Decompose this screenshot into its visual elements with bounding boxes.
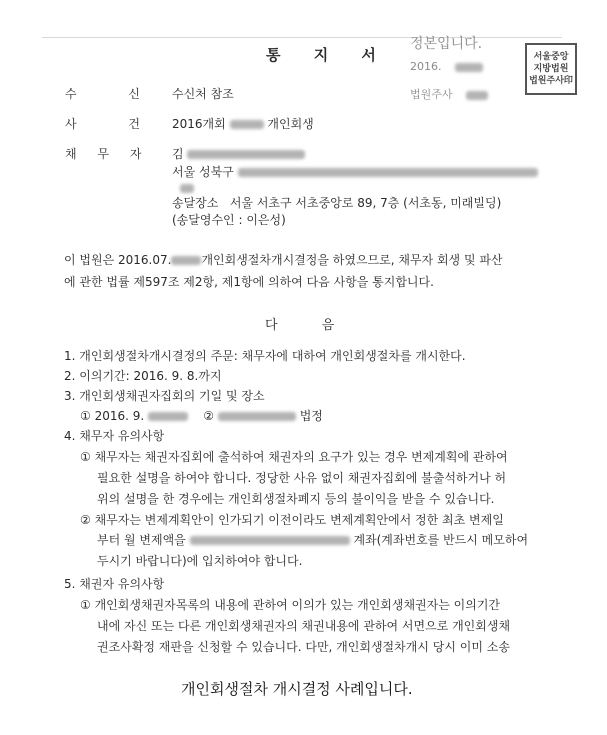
item-4-2-line-3: 두시기 바랍니다)에 입치하여야 합니다. — [97, 554, 303, 568]
section-title: 다 음 — [265, 318, 335, 333]
item-4-1-line-3: 위의 설명을 한 경우에는 개인회생절차폐지 등의 불이익을 받을 수 있습니다. — [97, 492, 495, 506]
redacted-text — [171, 256, 201, 265]
recipient-label: 수 신 — [65, 87, 140, 101]
item-3-sub: ① 2016. 9. ② 법정 — [80, 409, 323, 423]
case-value: 2016개회 개인회생 — [172, 117, 314, 131]
redacted-text — [218, 412, 296, 421]
image-caption: 개인회생절차 개시결정 사례입니다. — [181, 680, 413, 698]
debtor-name: 김 — [172, 145, 305, 162]
redacted-text — [238, 168, 538, 177]
redacted-text — [148, 412, 188, 421]
item-5-1-line-2: 내에 자신 또는 다른 개인회생채권자의 채권내용에 관하여 서면으로 개인회생채 — [97, 619, 511, 633]
intro-line-2: 에 관한 법률 제597조 제2항, 제1항에 의하여 다음 사항을 통지합니다. — [64, 275, 434, 289]
item-5: 5. 채권자 유의사항 — [64, 577, 165, 591]
redacted-text — [230, 120, 264, 129]
court-seal: 서울중앙 지방법원 법원주사印 — [525, 43, 577, 95]
item-1: 1. 개인회생절차개시결정의 주문: 채무자에 대하여 개인회생절차를 개시한다. — [64, 349, 466, 363]
redacted-text — [180, 184, 194, 193]
delivery-agent: (송달영수인 : 이은성) — [172, 213, 286, 227]
stamp-date: 2016. — [410, 60, 483, 73]
item-4-1-line-2: 필요한 설명을 하여야 합니다. 정당한 사유 없이 채권자집회에 불출석하거나 허 — [97, 471, 507, 485]
item-4-1-line-1: ① 채무자는 채권자집회에 출석하여 채권자의 요구가 있는 경우 변제계획에 관하여 — [80, 450, 508, 464]
item-2: 2. 이의기간: 2016. 9. 8.까지 — [64, 369, 222, 383]
item-4: 4. 채무자 유의사항 — [64, 429, 165, 443]
top-divider — [42, 37, 562, 38]
debtor-label: 채 무 자 — [65, 147, 142, 161]
item-4-2-line-2: 부터 월 변제액을 계좌(계좌번호를 반드시 메모하여 — [97, 533, 529, 547]
delivery-place: 송달장소 서울 서초구 서초중앙로 89, 7층 (서초동, 미래빌딩) — [172, 196, 502, 210]
stamp-clerk: 법원주사 — [410, 86, 488, 102]
document-title: 통 지 서 — [266, 46, 390, 64]
case-label: 사 건 — [65, 117, 140, 131]
redacted-text — [466, 91, 488, 100]
redacted-text — [455, 63, 483, 72]
intro-line-1: 이 법원은 2016.07. 개인회생절차개시결정을 하였으므로, 채무자 회생 및 파산 — [64, 253, 503, 267]
item-5-1-line-1: ① 개인회생채권자목록의 내용에 관하여 이의가 있는 개인회생채권자는 이의기간 — [80, 598, 500, 612]
item-3: 3. 개인회생채권자집회의 기일 및 장소 — [64, 389, 265, 403]
debtor-address: 서울 성북구 — [172, 163, 538, 180]
redacted-text — [187, 150, 305, 159]
item-4-2-line-1: ② 채무자는 변제계획안이 인가되기 이전이라도 변제계획안에서 정한 최초 변제일 — [80, 513, 504, 527]
redacted-text — [190, 536, 350, 545]
recipient-value: 수신처 참조 — [172, 87, 234, 101]
certified-copy-stamp: 정본입니다. — [410, 36, 483, 52]
item-5-1-line-3: 권조사확정 재판을 신청할 수 있습니다. 다만, 개인회생절차개시 당시 이미 소송 — [97, 640, 510, 654]
